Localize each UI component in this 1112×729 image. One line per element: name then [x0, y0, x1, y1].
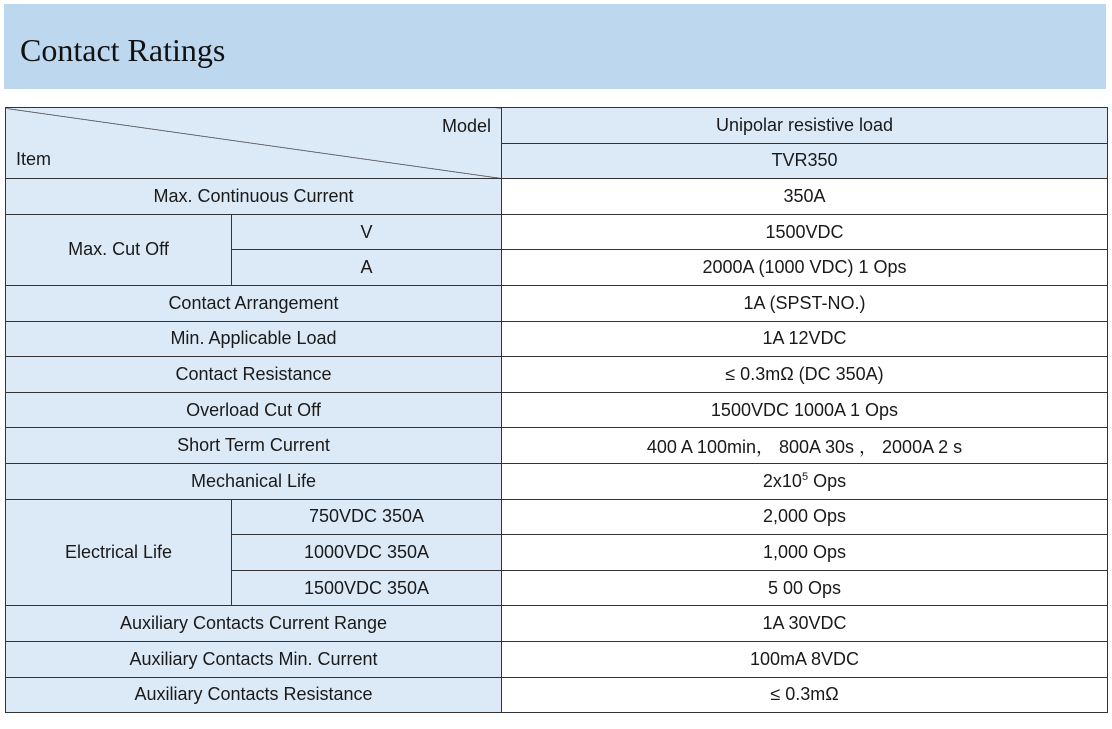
- table-row: [6, 357, 1108, 393]
- table-row: [6, 641, 1108, 677]
- title-banner: [4, 4, 1106, 89]
- row-value: 1500VDC: [502, 214, 1108, 250]
- row-value: 350A: [502, 179, 1108, 215]
- mechanical-life-unit: Ops: [808, 470, 847, 491]
- table-row: [6, 179, 1108, 215]
- row-value: 1500VDC 1000A 1 Ops: [502, 392, 1108, 428]
- row-sublabel: 750VDC 350A: [232, 499, 502, 535]
- item-header-label: Item: [16, 149, 52, 170]
- row-label: Mechanical Life: [6, 463, 502, 499]
- table-row: [6, 428, 1108, 464]
- table-row: [6, 499, 1108, 535]
- row-label: Overload Cut Off: [6, 392, 502, 428]
- row-value: 2000A (1000 VDC) 1 Ops: [502, 250, 1108, 286]
- mechanical-life-exponent: 5: [801, 470, 809, 483]
- mechanical-life-base: 2x10: [762, 470, 802, 491]
- row-label: Electrical Life: [6, 499, 232, 606]
- row-value: 5 00 Ops: [502, 570, 1108, 606]
- row-label: Short Term Current: [6, 428, 502, 464]
- header-diagonal-cell: [6, 108, 502, 179]
- row-value: ≤ 0.3mΩ (DC 350A): [502, 357, 1108, 393]
- row-value: 400 A 100min， 800A 30s ， 2000A 2 s: [502, 428, 1108, 464]
- table-row: [6, 463, 1108, 499]
- page-title: Contact Ratings: [20, 32, 226, 68]
- row-value: 1A (SPST-NO.): [502, 285, 1108, 321]
- row-value: 1,000 Ops: [502, 535, 1108, 571]
- row-label: Max. Continuous Current: [6, 179, 502, 215]
- row-value: 1A 30VDC: [502, 606, 1108, 642]
- row-label: Auxiliary Contacts Current Range: [6, 606, 502, 642]
- row-value: ≤ 0.3mΩ: [502, 677, 1108, 713]
- table-row: [6, 677, 1108, 713]
- table-row: [6, 214, 1108, 250]
- row-label: Contact Arrangement: [6, 285, 502, 321]
- row-value: 100mA 8VDC: [502, 641, 1108, 677]
- row-label: Max. Cut Off: [6, 214, 232, 285]
- row-value: [502, 463, 1108, 499]
- table-row: [6, 285, 1108, 321]
- row-label: Min. Applicable Load: [6, 321, 502, 357]
- table-row: [6, 606, 1108, 642]
- row-value: 1A 12VDC: [502, 321, 1108, 357]
- table-row: [6, 108, 1108, 144]
- model-header-label: Model: [441, 116, 491, 136]
- row-sublabel: V: [232, 214, 502, 250]
- row-sublabel: 1500VDC 350A: [232, 570, 502, 606]
- table-row: [6, 321, 1108, 357]
- contact-ratings-table: [5, 107, 1108, 713]
- row-value: 2,000 Ops: [502, 499, 1108, 535]
- model-name-header: TVR350: [502, 143, 1108, 179]
- row-sublabel: 1000VDC 350A: [232, 535, 502, 571]
- load-type-header: Unipolar resistive load: [502, 108, 1108, 144]
- row-sublabel: A: [232, 250, 502, 286]
- row-label: Contact Resistance: [6, 357, 502, 393]
- row-label: Auxiliary Contacts Resistance: [6, 677, 502, 713]
- row-label: Auxiliary Contacts Min. Current: [6, 641, 502, 677]
- table-row: [6, 392, 1108, 428]
